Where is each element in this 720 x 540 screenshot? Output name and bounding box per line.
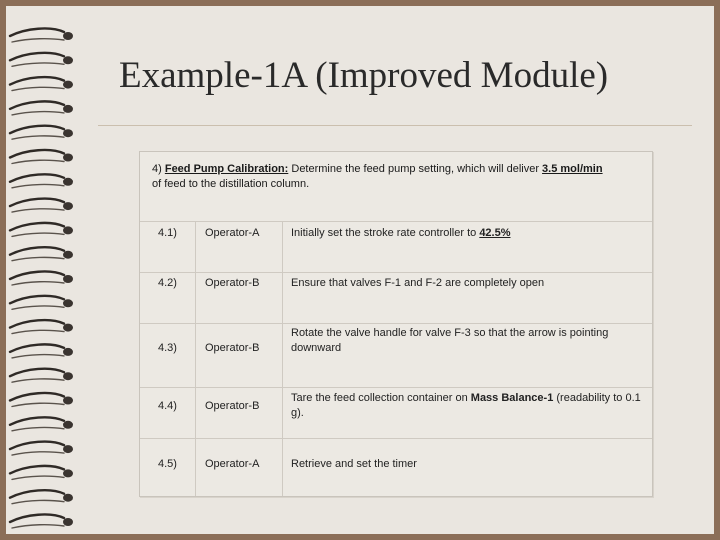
procedure-intro <box>152 162 612 192</box>
binding-hole <box>63 275 73 283</box>
row-divider <box>140 272 652 273</box>
intro-text-before: Determine the feed pump setting, which will deliver <box>288 163 543 175</box>
binding-ring <box>10 223 64 230</box>
spiral-binding-decoration <box>6 20 96 530</box>
binding-ring-shadow <box>12 282 64 285</box>
step-id: 4.3) <box>158 342 177 354</box>
binding-hole <box>63 202 73 210</box>
step-operator: Operator-B <box>205 400 260 412</box>
binding-hole <box>63 251 73 259</box>
binding-ring <box>10 393 64 400</box>
binding-hole <box>63 178 73 186</box>
binding-ring <box>10 199 64 206</box>
binding-ring-shadow <box>12 209 64 212</box>
column-divider <box>282 221 283 496</box>
step-text: Rotate the valve handle for valve F-3 so that the arrow is pointing downward <box>291 327 609 354</box>
binding-hole <box>63 299 73 307</box>
binding-ring-shadow <box>12 525 64 528</box>
slide-title: Example-1A (Improved Module) <box>119 55 609 96</box>
binding-ring-shadow <box>12 500 64 503</box>
binding-ring <box>10 320 64 327</box>
binding-ring-shadow <box>12 257 64 260</box>
binding-hole <box>63 518 73 526</box>
binding-hole <box>63 226 73 234</box>
binding-hole <box>63 81 73 89</box>
binding-ring <box>10 417 64 424</box>
binding-ring <box>10 272 64 279</box>
binding-ring <box>10 174 64 181</box>
row-divider <box>140 221 652 222</box>
binding-ring-shadow <box>12 39 64 42</box>
binding-hole <box>63 445 73 453</box>
column-divider <box>195 221 196 496</box>
binding-hole <box>63 372 73 380</box>
binding-ring-shadow <box>12 452 64 455</box>
binding-ring-shadow <box>12 160 64 163</box>
step-text: Retrieve and set the timer <box>291 458 417 470</box>
binding-ring-shadow <box>12 184 64 187</box>
binding-hole <box>63 397 73 405</box>
step-operator: Operator-B <box>205 342 260 354</box>
step-id: 4.4) <box>158 400 177 412</box>
slide <box>6 6 714 534</box>
binding-ring-shadow <box>12 233 64 236</box>
binding-ring-shadow <box>12 403 64 406</box>
binding-ring-shadow <box>12 476 64 479</box>
step-id: 4.2) <box>158 277 177 289</box>
binding-hole <box>63 421 73 429</box>
binding-ring <box>10 296 64 303</box>
step-emphasis: Mass Balance-1 <box>470 392 554 404</box>
binding-hole <box>63 129 73 137</box>
binding-ring <box>10 53 64 60</box>
step-text <box>291 391 641 421</box>
step-emphasis: 42.5% <box>479 227 511 239</box>
binding-ring <box>10 490 64 497</box>
binding-ring <box>10 466 64 473</box>
step-text-main: Initially set the stroke rate controller to <box>291 227 480 239</box>
binding-hole <box>63 154 73 162</box>
binding-ring-shadow <box>12 379 64 382</box>
binding-ring-shadow <box>12 136 64 139</box>
intro-number: 4) <box>152 163 165 175</box>
step-text-main: Tare the feed collection container on <box>291 392 471 404</box>
binding-ring <box>10 369 64 376</box>
step-id: 4.1) <box>158 227 177 239</box>
row-divider <box>140 323 652 324</box>
intro-text-after: of feed to the distillation column. <box>152 178 310 190</box>
step-id: 4.5) <box>158 458 177 470</box>
binding-hole <box>63 324 73 332</box>
procedure-table <box>139 151 653 497</box>
binding-ring <box>10 344 64 351</box>
binding-hole <box>63 56 73 64</box>
binding-hole <box>63 105 73 113</box>
step-text <box>291 226 641 241</box>
binding-ring-shadow <box>12 63 64 66</box>
row-divider <box>140 438 652 439</box>
intro-heading: Feed Pump Calibration: <box>164 163 289 175</box>
binding-hole <box>63 469 73 477</box>
binding-ring-shadow <box>12 306 64 309</box>
step-operator: Operator-A <box>205 458 260 470</box>
binding-ring <box>10 29 64 36</box>
binding-ring-shadow <box>12 87 64 90</box>
title-divider <box>98 125 692 126</box>
binding-ring <box>10 247 64 254</box>
binding-ring <box>10 515 64 522</box>
binding-ring <box>10 126 64 133</box>
binding-ring-shadow <box>12 427 64 430</box>
binding-ring <box>10 150 64 157</box>
row-divider <box>140 387 652 388</box>
binding-ring-shadow <box>12 355 64 358</box>
step-text-after: (readability to 0.1 g). <box>291 392 641 419</box>
step-operator: Operator-A <box>205 227 260 239</box>
binding-ring <box>10 442 64 449</box>
intro-quantity: 3.5 mol/min <box>542 163 603 175</box>
binding-hole <box>63 32 73 40</box>
step-operator: Operator-B <box>205 277 260 289</box>
binding-ring-shadow <box>12 330 64 333</box>
binding-ring-shadow <box>12 112 64 115</box>
binding-hole <box>63 348 73 356</box>
binding-ring <box>10 101 64 108</box>
step-text: Ensure that valves F-1 and F-2 are completely open <box>291 277 545 289</box>
binding-hole <box>63 494 73 502</box>
binding-ring <box>10 77 64 84</box>
